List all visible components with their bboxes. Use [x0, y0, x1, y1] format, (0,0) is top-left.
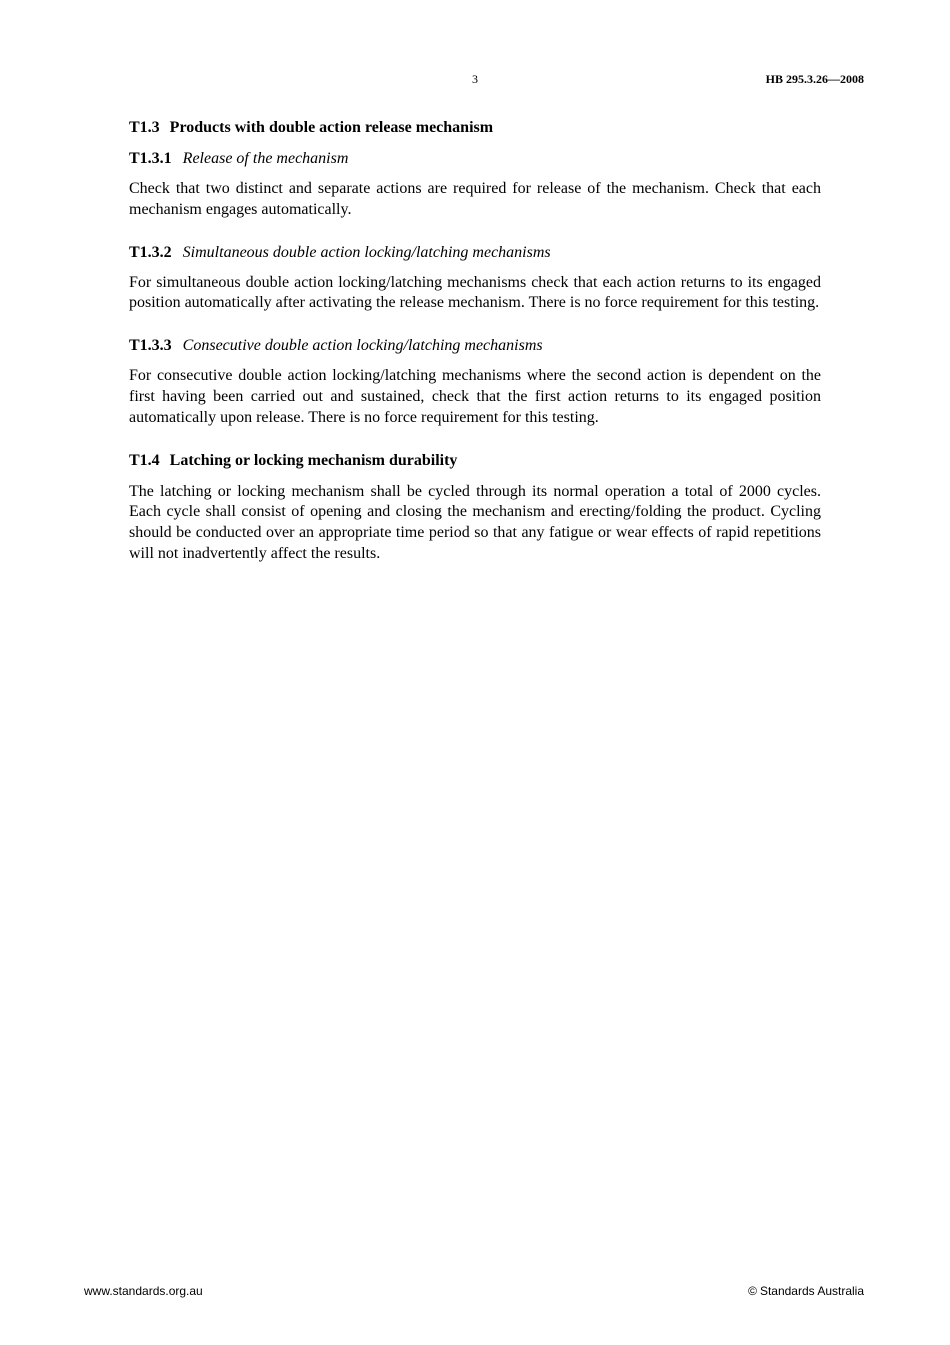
clause-heading-t1-3-1 — [129, 149, 821, 169]
document-body — [129, 118, 821, 587]
section-title: Products with double action release mechanism — [169, 119, 494, 136]
section-heading-t1-4 — [129, 451, 821, 471]
clause-title: Consecutive double action locking/latching mechanisms — [182, 337, 543, 355]
clause-number: T1.3.2 — [129, 243, 172, 261]
section-title: Latching or locking mechanism durability — [169, 451, 458, 469]
copyright-holder: Standards Australia — [759, 1284, 864, 1298]
copyright-icon: © — [748, 1284, 757, 1298]
clause-title: Simultaneous double action locking/latching mechanisms — [182, 243, 551, 261]
document-id: HB 295.3.26—2008 — [765, 72, 864, 86]
clause-text-t1-3-1: Check that two distinct and separate actions are required for release of the mechanism. Check that each mechanism engages automatically. — [129, 180, 821, 218]
clause-title: Release of the mechanism — [182, 150, 349, 167]
section-number: T1.3 — [129, 119, 160, 136]
section-number: T1.4 — [129, 451, 160, 469]
footer-website: www.standards.org.au — [84, 1284, 203, 1298]
section-heading-t1-3 — [129, 118, 821, 138]
clause-heading-t1-3-3 — [129, 336, 821, 356]
section-text-t1-4: The latching or locking mechanism shall be cycled through its normal operation a total of 2000 cycles. Each cycle shall consist of opening and closing the mechanism and erecting/folding the product. Cycling should be conducted over an appropriate time period so that any fatigue or wear effects of rapid repetitions will not inadvertently affect the results. — [129, 482, 821, 562]
clause-number: T1.3.1 — [129, 150, 172, 167]
clause-number: T1.3.3 — [129, 337, 172, 355]
page-number: 3 — [472, 72, 478, 86]
clause-text-t1-3-2: For simultaneous double action locking/latching mechanisms check that each action returns to its engaged position automatically after activating the release mechanism. There is no force requirement for this testing. — [129, 273, 821, 312]
clause-text-t1-3-3: For consecutive double action locking/latching mechanisms where the second action is dependent on the first having been carried out and sustained, check that the first action returns to its engaged position automatically upon release. There is no force requirement for this testing. — [129, 367, 821, 426]
footer-copyright — [748, 1284, 864, 1298]
clause-heading-t1-3-2 — [129, 243, 821, 263]
